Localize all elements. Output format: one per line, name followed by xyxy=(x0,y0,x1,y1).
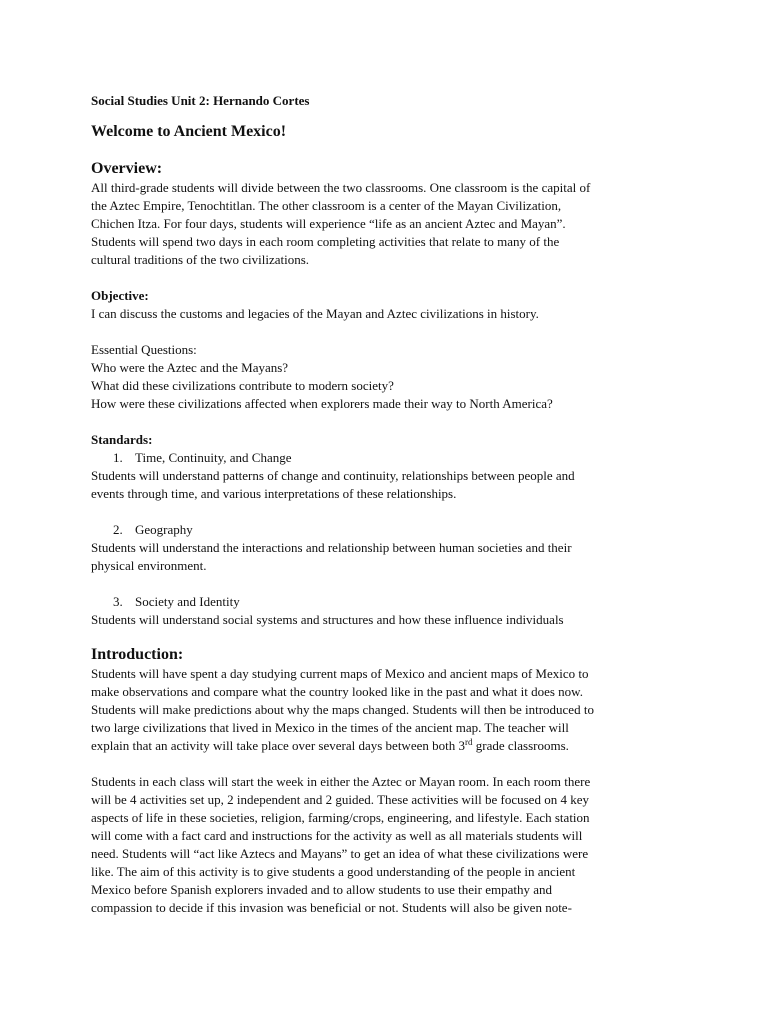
standard-description: Students will understand social systems and structures and how these influence individuals xyxy=(91,612,564,627)
activities-line: compassion to decide if this invasion was beneficial or not. Students will also be given note- xyxy=(91,900,572,915)
essential-question: What did these civilizations contribute to modern society? xyxy=(91,378,394,393)
standard-item-title xyxy=(91,449,691,467)
overview-paragraph xyxy=(91,179,691,269)
standard-item-title xyxy=(91,521,691,539)
introduction-line: Students will make predictions about why the maps changed. Students will then be introduced to xyxy=(91,702,594,717)
standard-number: 3. xyxy=(113,594,123,609)
overview-heading: Overview: xyxy=(91,160,163,177)
activities-line: Students in each class will start the week in either the Aztec or Mayan room. In each room there xyxy=(91,774,591,789)
unit-title: Social Studies Unit 2: Hernando Cortes xyxy=(91,93,310,108)
standard-description: physical environment. xyxy=(91,558,207,573)
standard-title: Society and Identity xyxy=(135,594,240,609)
activities-paragraph xyxy=(91,773,691,917)
overview-line: the Aztec Empire, Tenochtitlan. The other classroom is a center of the Mayan Civilization, xyxy=(91,198,562,213)
welcome-heading: Welcome to Ancient Mexico! xyxy=(91,123,287,140)
standard-description: events through time, and various interpretations of these relationships. xyxy=(91,486,457,501)
standard-title: Geography xyxy=(135,522,193,537)
essential-question: Who were the Aztec and the Mayans? xyxy=(91,360,289,375)
standard-description: Students will understand patterns of change and continuity, relationships between people and xyxy=(91,468,575,483)
activities-line: like. The aim of this activity is to give students a good understanding of the people in ancient xyxy=(91,864,576,879)
objective-text: I can discuss the customs and legacies of the Mayan and Aztec civilizations in history. xyxy=(91,306,539,321)
essential-question: How were these civilizations affected when explorers made their way to North America? xyxy=(91,396,553,411)
objective-heading: Objective: xyxy=(91,288,149,303)
introduction-line: two large civilizations that lived in Mexico in the times of the ancient map. The teacher will xyxy=(91,720,569,735)
activities-line: will come with a fact card and instructions for the activity as well as all materials students will xyxy=(91,828,583,843)
standard-description: Students will understand the interactions and relationship between human societies and their xyxy=(91,540,572,555)
introduction-paragraph xyxy=(91,665,691,755)
overview-line: Students will spend two days in each room completing activities that relate to many of the xyxy=(91,234,560,249)
standard-item-title xyxy=(91,593,691,611)
activities-line: Mexico before Spanish explorers invaded and to allow students to use their empathy and xyxy=(91,882,553,897)
standard-number: 1. xyxy=(113,450,123,465)
standard-number: 2. xyxy=(113,522,123,537)
activities-line: will be 4 activities set up, 2 independent and 2 guided. These activities will be focused on 4 key xyxy=(91,792,589,807)
introduction-line: make observations and compare what the country looked like in the past and what it does now. xyxy=(91,684,583,699)
activities-line: aspects of life in these societies, religion, farming/crops, engineering, and lifestyle. Each station xyxy=(91,810,590,825)
introduction-line xyxy=(91,737,691,755)
activities-line: need. Students will “act like Aztecs and Mayans” to get an idea of what these civilizations were xyxy=(91,846,589,861)
introduction-line: Students will have spent a day studying current maps of Mexico and ancient maps of Mexico to xyxy=(91,666,589,681)
introduction-line-text: grade classrooms. xyxy=(472,738,569,753)
essential-questions-heading: Essential Questions: xyxy=(91,342,197,357)
overview-line: All third-grade students will divide between the two classrooms. One classroom is the capital of xyxy=(91,180,591,195)
ordinal-suffix: rd xyxy=(464,737,473,747)
overview-line: cultural traditions of the two civilizations. xyxy=(91,252,310,267)
introduction-heading: Introduction: xyxy=(91,646,184,663)
standards-heading: Standards: xyxy=(91,432,153,447)
introduction-line-text: explain that an activity will take place over several days between both 3 xyxy=(91,738,465,753)
overview-line: Chichen Itza. For four days, students will experience “life as an ancient Aztec and Mayan”. xyxy=(91,216,566,231)
document-page xyxy=(91,92,691,917)
standard-title: Time, Continuity, and Change xyxy=(135,450,292,465)
